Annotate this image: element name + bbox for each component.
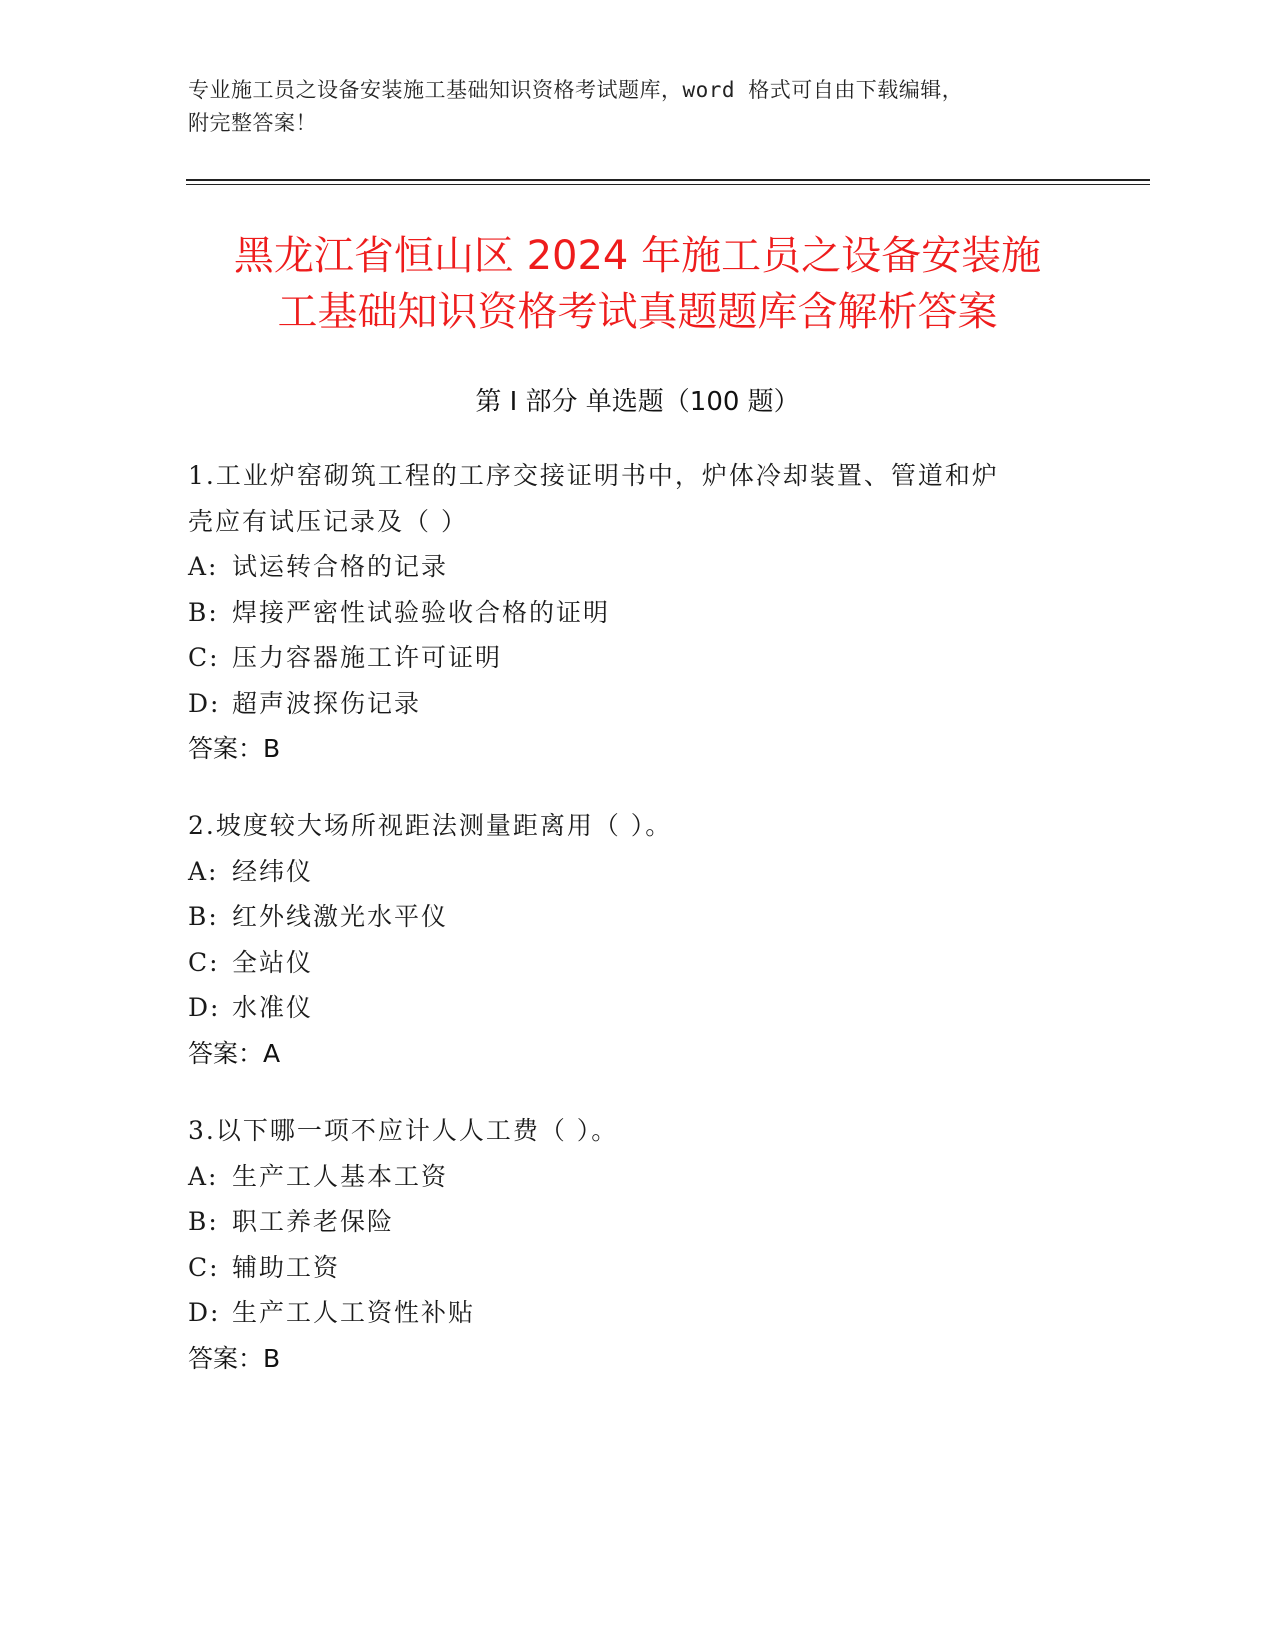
option-text: 焊接严密性试验验收合格的证明 [232,597,611,627]
header-divider-thin [186,184,1150,185]
option-letter: C: [188,643,220,672]
option-letter: A: [188,856,219,886]
option-text: 超声波探伤记录 [232,688,422,718]
option-letter: C: [188,947,220,977]
question-stem: 3.以下哪一项不应计人人工费（ ）。 [188,1116,619,1145]
header-note-line-1: 专业施工员之设备安装施工基础知识资格考试题库，word 格式可自由下载编辑， [188,78,964,102]
question-2 [188,803,1068,1076]
question-stem: 2.坡度较大场所视距法测量距离用（ ）。 [188,811,673,840]
option-b [188,590,1068,636]
option-d [188,681,1068,727]
question-1 [188,453,1068,772]
option-a [188,1154,1068,1200]
answer-label: 答案：B [188,1343,281,1373]
option-text: 辅助工资 [232,1252,341,1282]
option-letter: A: [188,1161,219,1191]
document-title [160,228,1115,340]
header-divider-thick [186,179,1150,181]
question-3 [188,1108,1068,1381]
option-text: 经纬仪 [232,856,314,886]
option-letter: B: [188,902,219,931]
header-note [188,74,1088,140]
option-text: 全站仪 [232,947,314,977]
option-text: 水准仪 [232,993,314,1022]
option-d [188,985,1068,1031]
answer-label: 答案：A [188,1038,281,1068]
option-letter: A: [188,552,219,581]
answer-label: 答案：B [188,734,281,763]
option-text: 生产工人基本工资 [232,1161,449,1191]
option-a [188,544,1068,590]
section-title: 第 I 部分 单选题（100 题） [475,387,800,417]
option-letter: B: [188,1207,219,1236]
document-title-line-2: 工基础知识资格考试真题题库含解析答案 [277,289,998,335]
option-letter: D: [188,993,221,1022]
option-letter: D: [188,688,221,718]
option-c [188,635,1068,681]
option-text: 试运转合格的记录 [232,552,449,581]
option-c [188,1245,1068,1291]
option-b [188,1199,1068,1245]
document-title-line-1: 黑龙江省恒山区 2024 年施工员之设备安装施 [233,233,1042,279]
option-b [188,894,1068,940]
option-text: 生产工人工资性补贴 [232,1298,476,1327]
option-letter: C: [188,1252,220,1282]
option-letter: D: [188,1298,221,1327]
header-note-line-2: 附完整答案！ [188,111,317,135]
option-c [188,940,1068,986]
option-letter: B: [188,597,219,627]
option-text: 压力容器施工许可证明 [232,643,503,672]
option-a [188,849,1068,895]
question-stem: 1.工业炉窑砌筑工程的工序交接证明书中，炉体冷却装置、管道和炉 [188,461,999,490]
option-d [188,1290,1068,1336]
option-text: 职工养老保险 [232,1207,395,1236]
question-stem-continued: 壳应有试压记录及（ ） [188,506,468,536]
option-text: 红外线激光水平仪 [232,902,449,931]
